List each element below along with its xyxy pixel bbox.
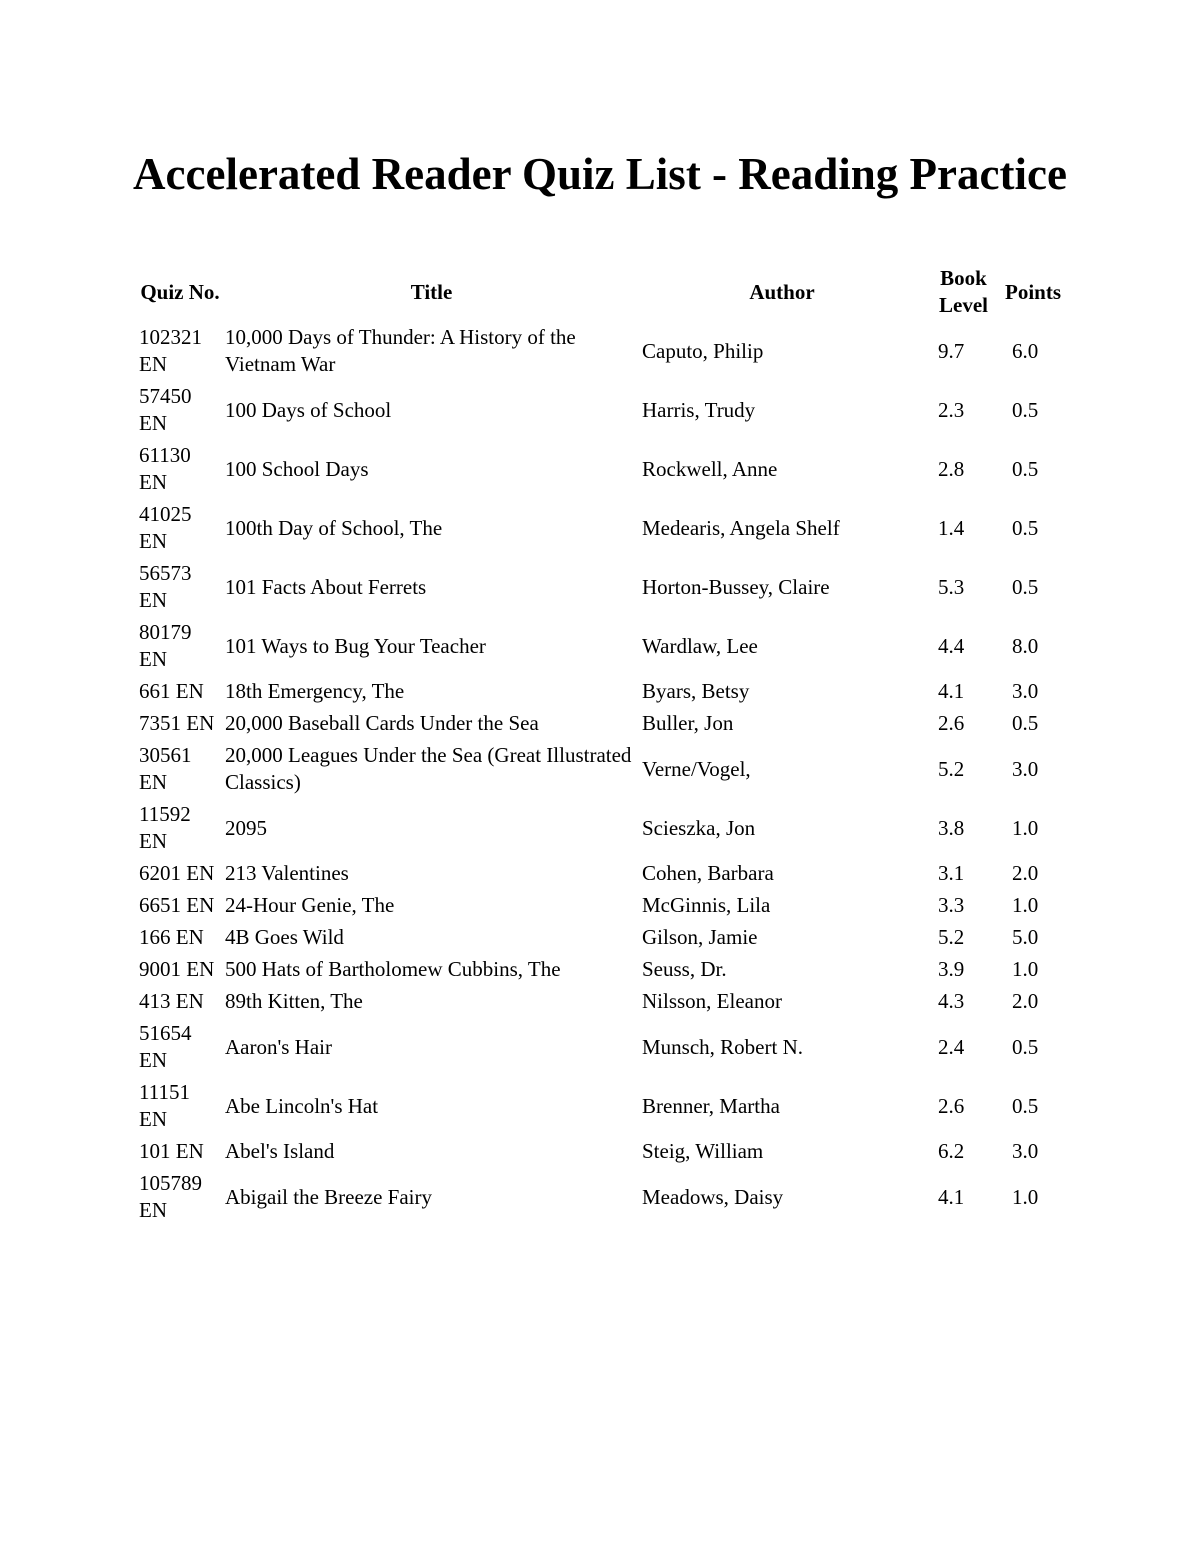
cell-title: 100th Day of School, The <box>225 515 443 540</box>
cell-author: Medearis, Angela Shelf <box>642 515 840 540</box>
cell-book-level: 2.6 <box>938 711 965 735</box>
cell-points: 2.0 <box>1012 989 1039 1013</box>
document-title: Accelerated Reader Quiz List - Reading Practice <box>133 149 1067 199</box>
cell-book-level: 5.3 <box>938 574 965 599</box>
header-points: Points <box>1005 279 1062 304</box>
cell-points: 0.5 <box>1012 711 1039 735</box>
cell-author: McGinnis, Lila <box>642 893 771 917</box>
table-row <box>137 1136 1094 1168</box>
cell-title: Abel's Island <box>225 1139 335 1163</box>
cell-quiz-no: 61130 EN <box>139 443 191 494</box>
cell-quiz-no: 9001 EN <box>139 957 215 981</box>
header-title: Title <box>410 279 453 304</box>
table-row <box>137 799 1094 858</box>
cell-author: Wardlaw, Lee <box>642 633 758 658</box>
cell-author: Gilson, Jamie <box>642 925 758 949</box>
cell-author: Brenner, Martha <box>642 1093 780 1118</box>
cell-points: 3.0 <box>1012 1139 1039 1163</box>
cell-points: 0.5 <box>1012 397 1039 422</box>
cell-points: 0.5 <box>1012 1034 1039 1059</box>
table-row <box>137 558 1094 617</box>
cell-points: 1.0 <box>1012 957 1039 981</box>
cell-title: 4B Goes Wild <box>225 925 344 949</box>
cell-title: 20,000 Leagues Under the Sea (Great Illustrated Classics) <box>225 743 632 794</box>
cell-quiz-no: 80179 EN <box>139 620 192 671</box>
cell-book-level: 4.1 <box>938 1184 965 1209</box>
cell-title: 10,000 Days of Thunder: A History of the Vietnam War <box>225 325 576 376</box>
cell-book-level: 5.2 <box>938 756 965 781</box>
cell-book-level: 3.9 <box>938 957 965 981</box>
cell-author: Harris, Trudy <box>642 397 756 422</box>
cell-points: 0.5 <box>1012 1093 1039 1118</box>
cell-book-level: 9.7 <box>938 338 965 363</box>
table-row <box>137 676 1094 708</box>
cell-author: Seuss, Dr. <box>642 957 727 981</box>
cell-book-level: 2.6 <box>938 1093 965 1118</box>
cell-title: 100 Days of School <box>225 397 392 422</box>
cell-title: 89th Kitten, The <box>225 989 363 1013</box>
cell-points: 0.5 <box>1012 515 1039 540</box>
cell-quiz-no: 661 EN <box>139 679 204 703</box>
table-row <box>137 1018 1094 1077</box>
cell-author: Byars, Betsy <box>642 679 750 703</box>
table-row <box>137 986 1094 1018</box>
cell-points: 0.5 <box>1012 456 1039 481</box>
cell-book-level: 2.8 <box>938 456 965 481</box>
cell-book-level: 1.4 <box>938 515 965 540</box>
header-author: Author <box>749 279 815 304</box>
cell-quiz-no: 57450 EN <box>139 384 192 435</box>
cell-points: 1.0 <box>1012 1184 1039 1209</box>
cell-title: 100 School Days <box>225 456 369 481</box>
cell-points: 3.0 <box>1012 756 1039 781</box>
cell-quiz-no: 6201 EN <box>139 861 215 885</box>
cell-points: 0.5 <box>1012 574 1039 599</box>
cell-title: 213 Valentines <box>225 861 349 885</box>
cell-book-level: 2.3 <box>938 397 965 422</box>
cell-author: Rockwell, Anne <box>642 456 778 481</box>
cell-book-level: 3.8 <box>938 815 965 840</box>
cell-author: Meadows, Daisy <box>642 1184 784 1209</box>
cell-points: 6.0 <box>1012 338 1039 363</box>
cell-quiz-no: 166 EN <box>139 925 204 949</box>
header-quiz-no: Quiz No. <box>140 279 220 304</box>
table-row <box>137 617 1094 676</box>
table-row <box>137 922 1094 954</box>
cell-title: Abigail the Breeze Fairy <box>225 1184 433 1209</box>
cell-author: Horton-Bussey, Claire <box>642 574 830 599</box>
cell-quiz-no: 102321 EN <box>139 325 202 376</box>
cell-title: 500 Hats of Bartholomew Cubbins, The <box>225 957 561 981</box>
cell-author: Munsch, Robert N. <box>642 1034 803 1059</box>
cell-title: 2095 <box>225 815 267 840</box>
table-row <box>137 1168 1094 1227</box>
table-row <box>137 440 1094 499</box>
quiz-table <box>137 263 1094 1227</box>
cell-quiz-no: 11592 EN <box>139 802 191 853</box>
cell-book-level: 5.2 <box>938 925 965 949</box>
cell-quiz-no: 11151 EN <box>139 1080 190 1131</box>
cell-points: 2.0 <box>1012 861 1039 885</box>
cell-title: 24-Hour Genie, The <box>225 893 395 917</box>
cell-author: Buller, Jon <box>642 711 734 735</box>
cell-quiz-no: 413 EN <box>139 989 204 1013</box>
table-row <box>137 499 1094 558</box>
cell-book-level: 4.4 <box>938 633 965 658</box>
table-row <box>137 708 1094 740</box>
table-body <box>137 322 1094 1227</box>
cell-author: Steig, William <box>642 1139 764 1163</box>
cell-author: Cohen, Barbara <box>642 861 774 885</box>
cell-points: 5.0 <box>1012 925 1039 949</box>
cell-title: 101 Facts About Ferrets <box>225 574 427 599</box>
table-row <box>137 954 1094 986</box>
cell-quiz-no: 56573 EN <box>139 561 192 612</box>
cell-author: Scieszka, Jon <box>642 815 756 840</box>
cell-author: Caputo, Philip <box>642 338 764 363</box>
cell-book-level: 3.3 <box>938 893 965 917</box>
cell-title: Abe Lincoln's Hat <box>225 1093 379 1118</box>
header-row <box>137 263 1094 322</box>
cell-points: 8.0 <box>1012 633 1039 658</box>
cell-quiz-no: 51654 EN <box>139 1021 192 1072</box>
cell-points: 1.0 <box>1012 893 1039 917</box>
table-row <box>137 1077 1094 1136</box>
table-row <box>137 740 1094 799</box>
cell-book-level: 4.1 <box>938 679 965 703</box>
cell-points: 1.0 <box>1012 815 1039 840</box>
cell-book-level: 6.2 <box>938 1139 965 1163</box>
table-row <box>137 858 1094 890</box>
cell-quiz-no: 7351 EN <box>139 711 215 735</box>
table-row <box>137 322 1094 381</box>
cell-title: 20,000 Baseball Cards Under the Sea <box>225 711 539 735</box>
table-row <box>137 381 1094 440</box>
cell-title: Aaron's Hair <box>225 1034 332 1059</box>
cell-quiz-no: 41025 EN <box>139 502 192 553</box>
cell-points: 3.0 <box>1012 679 1039 703</box>
cell-book-level: 4.3 <box>938 989 965 1013</box>
cell-quiz-no: 105789 EN <box>139 1171 202 1222</box>
cell-book-level: 3.1 <box>938 861 965 885</box>
cell-quiz-no: 6651 EN <box>139 893 215 917</box>
cell-title: 18th Emergency, The <box>225 679 405 703</box>
cell-book-level: 2.4 <box>938 1034 965 1059</box>
cell-author: Verne/Vogel, <box>642 756 751 781</box>
header-book-level: Book Level <box>939 266 988 317</box>
cell-author: Nilsson, Eleanor <box>642 989 782 1013</box>
cell-title: 101 Ways to Bug Your Teacher <box>225 633 486 658</box>
cell-quiz-no: 101 EN <box>139 1139 204 1163</box>
table-header <box>137 263 1094 322</box>
table-row <box>137 890 1094 922</box>
cell-quiz-no: 30561 EN <box>139 743 192 794</box>
